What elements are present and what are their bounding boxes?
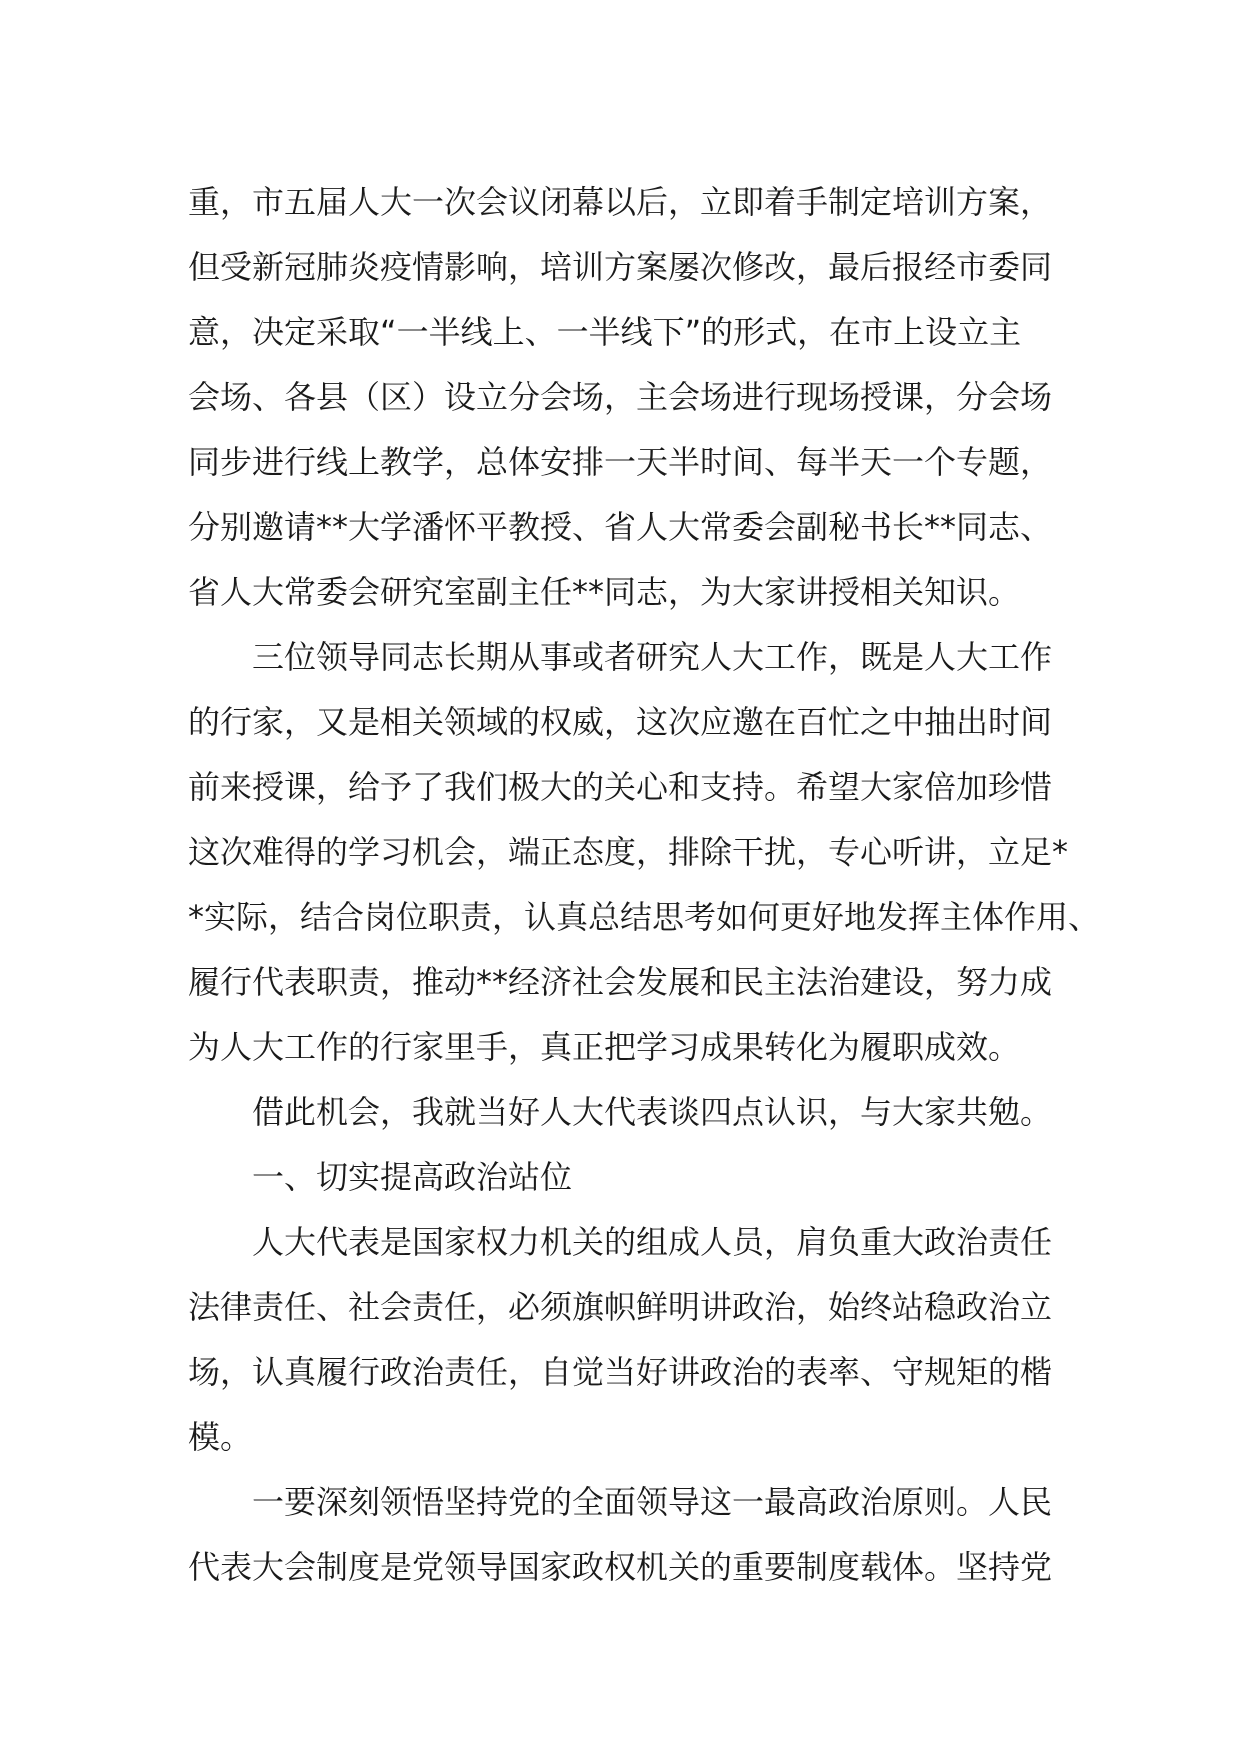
text-line: 一要深刻领悟坚持党的全面领导这一最高政治原则。人民	[252, 1483, 1053, 1521]
text-line: 但受新冠肺炎疫情影响，培训方案屡次修改，最后报经市委同	[188, 248, 1053, 286]
text-line: 法律责任、社会责任，必须旗帜鲜明讲政治，始终站稳政治立	[188, 1288, 1053, 1326]
text-line: 模。	[188, 1418, 253, 1456]
text-line: 分别邀请**大学潘怀平教授、省人大常委会副秘书长**同志、	[188, 508, 1053, 546]
text-line: 同步进行线上教学，总体安排一天半时间、每半天一个专题，	[188, 443, 1053, 481]
text-line: 场，认真履行政治责任，自觉当好讲政治的表率、守规矩的楷	[188, 1353, 1053, 1391]
document-body	[188, 170, 1101, 1600]
text-line: 借此机会，我就当好人大代表谈四点认识，与大家共勉。	[252, 1093, 1053, 1131]
text-line: 的行家，又是相关领域的权威，这次应邀在百忙之中抽出时间	[188, 703, 1053, 741]
text-line: 三位领导同志长期从事或者研究人大工作，既是人大工作	[252, 638, 1053, 676]
text-line: 会场、各县（区）设立分会场，主会场进行现场授课，分会场	[188, 378, 1053, 416]
text-line: 代表大会制度是党领导国家政权机关的重要制度载体。坚持党	[188, 1548, 1053, 1586]
text-line: 意，决定采取“一半线上、一半线下”的形式，在市上设立主	[188, 313, 1022, 351]
text-line: *实际，结合岗位职责，认真总结思考如何更好地发挥主体作用、	[188, 898, 1101, 936]
text-line: 为人大工作的行家里手，真正把学习成果转化为履职成效。	[188, 1028, 1021, 1066]
text-line: 人大代表是国家权力机关的组成人员，肩负重大政治责任	[252, 1223, 1053, 1261]
text-line: 重，市五届人大一次会议闭幕以后，立即着手制定培训方案，	[188, 183, 1053, 221]
text-line: 省人大常委会研究室副主任**同志，为大家讲授相关知识。	[188, 573, 1021, 611]
text-line: 一、切实提高政治站位	[252, 1158, 573, 1196]
text-line: 履行代表职责，推动**经济社会发展和民主法治建设，努力成	[188, 963, 1053, 1001]
text-line: 前来授课，给予了我们极大的关心和支持。希望大家倍加珍惜	[188, 768, 1053, 806]
text-line: 这次难得的学习机会，端正态度，排除干扰，专心听讲，立足*	[188, 833, 1069, 871]
